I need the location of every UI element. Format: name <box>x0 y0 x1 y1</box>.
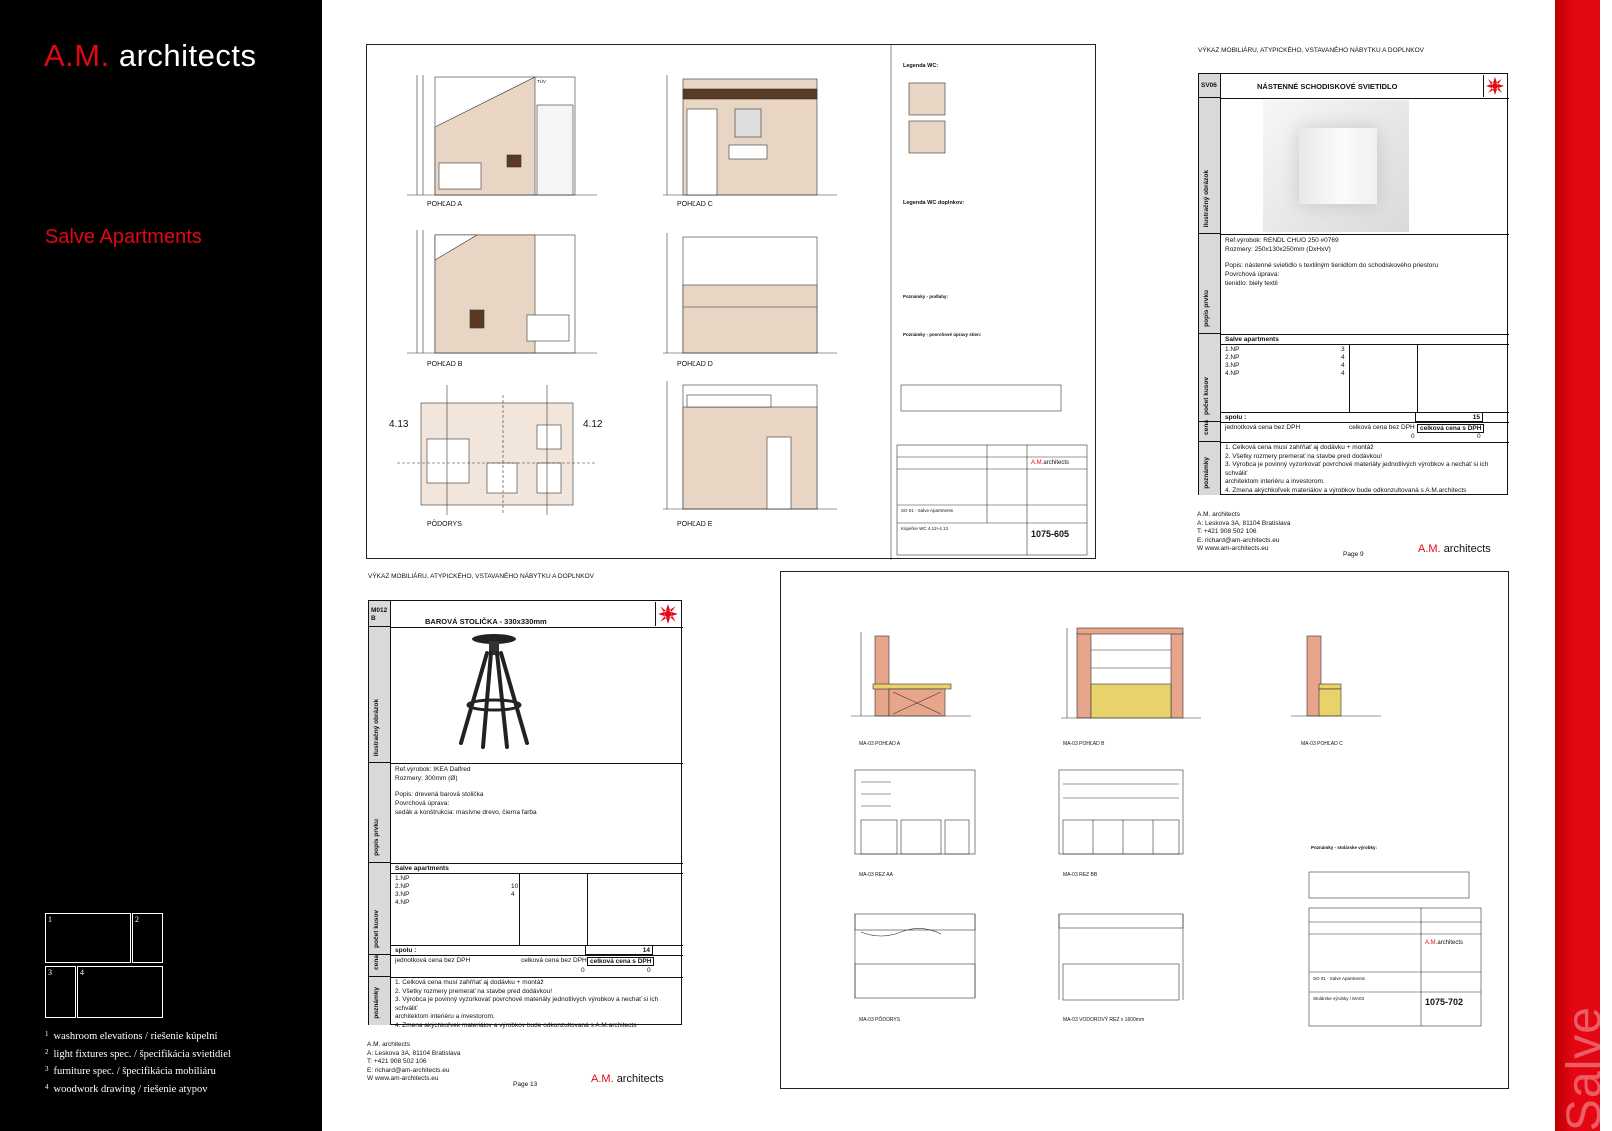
vertical-project-word: Salve <box>1558 1005 1611 1131</box>
band-price: cena <box>1199 422 1221 442</box>
m012-row-qty: 4 <box>511 891 515 898</box>
band-illustration: ilustračný obrázok <box>1199 98 1221 234</box>
grid-cell-1: 1 <box>45 913 131 963</box>
grid-cell-4: 4 <box>77 966 163 1018</box>
logo-icon <box>1483 75 1505 97</box>
caption-item: $^1$ washroom elevations / riešenie kúpelní <box>45 1030 218 1042</box>
caption-item: $^3$ furniture spec. / špecifikácia mobiliáru <box>45 1065 216 1077</box>
m012-notes: 1. Celková cena musí zahŕňať aj dodávku + montáž 2. Všetky rozmery premerať na stavbe pred dodávkou! 3. Výrobca je povinný vyzorkovať povrchové materiály jednotlivých výrobkov a nechať si ich schváliť architektom interiéru a investorom. 4. Zmena akýchkoľvek materiálov a výrobkov bude odkonzultovaná s A.M.architects <box>395 979 659 1029</box>
sv06-finish: Povrchová úprava: <box>1225 271 1280 278</box>
view-label-e: POHĽAD E <box>677 521 713 528</box>
title-block-title: Kúpeľne WC 4.12+4.13 <box>901 526 948 531</box>
price-c2: 0 <box>1477 433 1481 440</box>
sv06-desc: Popis: nástenné svietidlo s textilným tienidlom do schodiskového priestoru <box>1225 262 1439 269</box>
legend-doplnky-title: Legenda WC doplnkov: <box>903 200 965 206</box>
price-unit-label: jednotková cena bez DPH <box>1225 424 1301 431</box>
washroom-sheet <box>366 44 1096 559</box>
view-label-a: POHĽAD A <box>427 201 463 208</box>
grid-cell-2: 2 <box>132 913 163 963</box>
band-notes: poznámky <box>369 977 391 1025</box>
ww-title-block-number: 1075-702 <box>1425 997 1464 1007</box>
price-c2: 0 <box>647 967 651 974</box>
logo-icon <box>655 602 679 626</box>
m012-brand-signature: A.M. architects <box>591 1073 664 1085</box>
woodwork-sheet <box>780 571 1509 1089</box>
m012-ref: Ref.výrobok: IKEA Dalfred <box>395 766 471 773</box>
red-side-bar <box>1555 0 1611 1131</box>
m012-spec-card <box>368 600 682 1029</box>
caption-list <box>45 1027 315 1097</box>
sv06-finish-value: tienidlo: biely textil <box>1225 280 1278 287</box>
price-vat-label: celková cena s DPH <box>1417 424 1484 433</box>
sv06-code-cell: SV06 <box>1199 74 1221 98</box>
m012-finish: Povrchová úprava: <box>395 800 450 807</box>
m012-finish-value: sedák a konštrukcia: masívne drevo, čierna farba <box>395 809 537 816</box>
m012-desc: Popis: drevená barová stolička <box>395 791 484 798</box>
tuv-label: TÚV <box>537 79 546 84</box>
sv06-row-qty: 4 <box>1341 370 1345 377</box>
sv06-spec-card <box>1198 73 1508 495</box>
sv06-ref: Ref.výrobok: RENDL CHUO 250 #0769 <box>1225 237 1339 244</box>
ww-label-vod: MA-03 VODOROVÝ REZ v 1600mm <box>1063 1017 1145 1023</box>
m012-total-label: spolu : <box>395 947 417 954</box>
sv06-notes: 1. Celková cena musí zahŕňať aj dodávku + montáž 2. Všetky rozmery premerať na stavbe pred dodávkou! 3. Výrobca je povinný vyzorkovať povrchové materiály jednotlivých výrobkov a nechať si ich schváliť architektom interiéru a investorom. 4. Zmena akýchkoľvek materiálov a výrobkov bude odkonzultovaná s A.M.architects <box>1225 444 1489 494</box>
sv06-list-title: Salve apartments <box>1225 336 1279 343</box>
sv06-total-label: spolu : <box>1225 414 1247 421</box>
band-illustration: ilustračný obrázok <box>369 627 391 763</box>
band-description: popis prvku <box>369 763 391 863</box>
price-vat-label: celková cena s DPH <box>587 957 654 966</box>
ww-title-block-logo: A.M.architects <box>1425 940 1464 946</box>
room-number-right: 4.12 <box>583 419 603 430</box>
band-notes: poznámky <box>1199 442 1221 495</box>
title-block-so: SO 01 - Salve Apartments <box>901 508 954 513</box>
ww-notes-title: Poznámky - stolárske výrobky: <box>1311 845 1378 850</box>
m012-row-np: 4.NP <box>395 899 410 906</box>
view-label-plan: PÔDORYS <box>427 521 462 528</box>
ww-label-bb: MA-03 REZ BB <box>1063 872 1098 878</box>
ww-label-a: MA-03 POHĽAD A <box>859 741 901 747</box>
m012-row-np: 1.NP <box>395 875 410 882</box>
notes-walls-title: Poznámky - povrchové úpravy stien: <box>903 332 982 337</box>
sv06-row-qty: 3 <box>1341 346 1345 353</box>
m012-row-np: 3.NP <box>395 891 410 898</box>
room-number-left: 4.13 <box>389 419 409 430</box>
ww-title-block-title: Stolárske výrobky / MA03 <box>1313 996 1365 1001</box>
ww-label-c: MA-03 POHĽAD C <box>1301 741 1343 747</box>
ww-label-aa: MA-03 REZ AA <box>859 872 893 878</box>
band-count: počet kusov <box>1199 334 1221 422</box>
project-title: Salve Apartments <box>45 226 202 248</box>
sv06-row-np: 2.NP <box>1225 354 1240 361</box>
ww-label-b: MA-03 POHĽAD B <box>1063 741 1105 747</box>
caption-item: $^4$ woodwork drawing / riešenie atypov <box>45 1082 208 1095</box>
price-total-label: celková cena bez DPH <box>521 957 587 964</box>
sv06-total-box: 15 <box>1415 412 1483 422</box>
band-price: cena <box>369 955 391 977</box>
m012-header: VÝKAZ MOBILIÁRU, ATYPICKÉHO, VSTAVANÉHO NÁBYTKU A DOPLNKOV <box>368 573 594 580</box>
brand-am: A.M. <box>44 38 110 73</box>
caption-item: $^2$ light fixtures spec. / špecifikácia svietidiel <box>45 1047 231 1060</box>
sv06-dims: Rozmery: 250x130x250mm (DxHxV) <box>1225 246 1331 253</box>
title-block-logo: A.M.architects <box>1031 460 1070 466</box>
woodwork-drawing <box>781 572 1510 1090</box>
brand-word: architects <box>118 38 257 73</box>
m012-code-cell: M012 B <box>369 601 391 627</box>
sv06-header: VÝKAZ MOBILIÁRU, ATYPICKÉHO, VSTAVANÉHO NÁBYTKU A DOPLNKOV <box>1198 47 1424 54</box>
layout-key-grid <box>45 913 163 993</box>
washroom-drawing <box>367 45 1097 560</box>
view-label-b: POHĽAD B <box>427 361 463 368</box>
price-c1: 0 <box>1411 433 1415 440</box>
band-count: počet kusov <box>369 863 391 955</box>
sv06-row-qty: 4 <box>1341 354 1345 361</box>
m012-row-np: 2.NP <box>395 883 410 890</box>
legend-wc-title: Legenda WC: <box>903 63 939 69</box>
view-label-c: POHĽAD C <box>677 201 713 208</box>
ww-label-plan: MA-03 PÔDORYS <box>859 1017 901 1023</box>
sv06-title: NÁSTENNÉ SCHODISKOVÉ SVIETIDLO <box>1257 82 1398 91</box>
sv06-row-qty: 4 <box>1341 362 1345 369</box>
price-c1: 0 <box>581 967 585 974</box>
view-label-d: POHĽAD D <box>677 361 713 368</box>
brand-logo <box>44 38 257 74</box>
m012-address: A.M. architects A: Leskova 3A, 81104 Bratislava T: +421 908 502 106 E: richard@am-architects.eu W www.am-architects.eu <box>367 1041 461 1082</box>
grid-cell-3: 3 <box>45 966 76 1018</box>
m012-title: BAROVÁ STOLIČKA - 330x330mm <box>425 617 547 626</box>
sv06-brand-signature: A.M. architects <box>1418 543 1491 555</box>
price-total-label: celková cena bez DPH <box>1349 424 1415 431</box>
band-description: popis prvku <box>1199 234 1221 334</box>
sv06-row-np: 1.NP <box>1225 346 1240 353</box>
bar-stool-image <box>449 631 539 751</box>
m012-page-number: Page 13 <box>513 1081 538 1088</box>
ww-title-block-so: SO 01 - Salve Apartments <box>1313 976 1366 981</box>
notes-floors-title: Poznámky - podlahy: <box>903 294 949 299</box>
title-block-number: 1075-605 <box>1031 529 1070 539</box>
lamp-photo <box>1263 100 1409 232</box>
sidebar <box>0 0 322 1131</box>
sv06-row-np: 4.NP <box>1225 370 1240 377</box>
sv06-row-np: 3.NP <box>1225 362 1240 369</box>
m012-dims: Rozmery: 300mm (Ø) <box>395 775 458 782</box>
m012-row-qty: 10 <box>511 883 519 890</box>
sv06-address: A.M. architects A: Leskova 3A, 81104 Bratislava T: +421 908 502 106 E: richard@am-architects.eu W www.am-architects.eu <box>1197 511 1291 552</box>
m012-list-title: Salve apartments <box>395 865 449 872</box>
sv06-page-number: Page 9 <box>1343 551 1364 558</box>
price-unit-label: jednotková cena bez DPH <box>395 957 471 964</box>
m012-total-box: 14 <box>585 945 653 955</box>
